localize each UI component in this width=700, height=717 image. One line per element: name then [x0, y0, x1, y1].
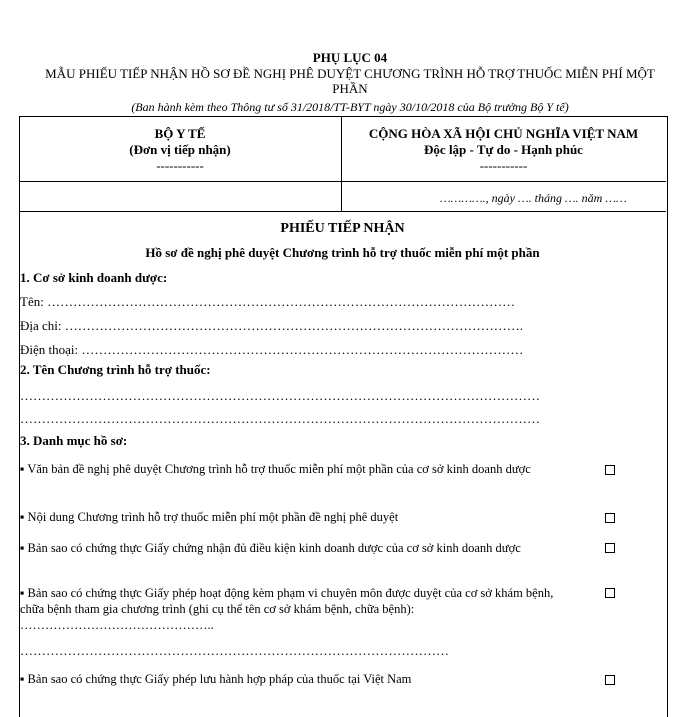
header-divider-1	[19, 181, 666, 182]
left-underline: -----------	[156, 158, 204, 173]
dossier-item-4: ▪ Bản sao có chứng thực Giấy phép hoạt động kèm phạm vi chuyên môn được duyệt của cơ sở khám bệnh, chữa bệnh tham gia chương trình (ghi cụ thể tên cơ sở khám bệnh, chữa bệnh): ………………………………………..	[20, 586, 554, 632]
dossier-item-1: ▪ Văn bản đề nghị phê duyệt Chương trình hỗ trợ thuốc miễn phí một phần của cơ sở kinh doanh dược	[20, 462, 531, 476]
program-name-line-1: …………………………………………………………………………………………………………	[20, 388, 540, 403]
issued-with-note: (Ban hành kèm theo Thông tư số 31/2018/TT-BYT ngày 30/10/2018 của Bộ trưởng Bộ Y tế)	[131, 100, 569, 114]
appendix-label: PHỤ LỤC 04	[312, 50, 388, 65]
phone-field: Điện thoại: …………………………………………………………………………………………	[20, 342, 524, 357]
form-title: PHIẾU TIẾP NHẬN	[280, 221, 405, 236]
dossier-item-3: ▪ Bản sao có chứng thực Giấy chứng nhận đủ điều kiện kinh doanh dược của cơ sở kinh doanh dược	[20, 541, 521, 555]
ministry-name: BỘ Y TẾ	[154, 126, 206, 141]
dossier-item-1-checkbox[interactable]	[605, 465, 615, 475]
receiving-unit-label: (Đơn vị tiếp nhận)	[129, 142, 231, 157]
dossier-item-4-checkbox[interactable]	[605, 588, 615, 598]
dossier-item-5: ▪ Bản sao có chứng thực Giấy phép lưu hành hợp pháp của thuốc tại Việt Nam	[20, 672, 412, 686]
program-name-line-2: …………………………………………………………………………………………………………	[20, 411, 540, 426]
address-field: Địa chỉ: …………………………………………………………………………………………….	[20, 318, 524, 333]
form-template-title: MẪU PHIẾU TIẾP NHẬN HỒ SƠ ĐỀ NGHỊ PHÊ DUYỆT CHƯƠNG TRÌNH HỖ TRỢ THUỐC MIỄN PHÍ MỘT PHẦN	[45, 66, 655, 96]
dossier-item-4-extra-line: ………………………………………………………………………………………	[20, 643, 449, 658]
name-field: Tên: ………………………………………………………………………………………………	[20, 294, 516, 309]
dossier-item-2-checkbox[interactable]	[605, 513, 615, 523]
section-1-heading: 1. Cơ sở kinh doanh dược:	[20, 270, 168, 285]
dossier-item-2: ▪ Nội dung Chương trình hỗ trợ thuốc miễn phí một phần đề nghị phê duyệt	[20, 510, 399, 524]
receiving-unit-cell	[20, 126, 340, 174]
dossier-item-3-checkbox[interactable]	[605, 543, 615, 553]
motto: Độc lập - Tự do - Hạnh phúc	[424, 142, 583, 157]
section-2-heading: 2. Tên Chương trình hỗ trợ thuốc:	[20, 362, 211, 377]
country-name: CỘNG HÒA XÃ HỘI CHỦ NGHĨA VIỆT NAM	[368, 126, 639, 141]
form-subtitle: Hồ sơ đề nghị phê duyệt Chương trình hỗ trợ thuốc miễn phí một phần	[145, 245, 540, 260]
dossier-item-5-checkbox[interactable]	[605, 675, 615, 685]
section-3-heading: 3. Danh mục hồ sơ:	[20, 433, 128, 448]
national-header-cell	[342, 126, 665, 174]
right-underline: -----------	[479, 158, 528, 173]
header-divider-2	[19, 211, 666, 212]
date-line: …………., ngày …. tháng …. năm ……	[440, 191, 627, 205]
